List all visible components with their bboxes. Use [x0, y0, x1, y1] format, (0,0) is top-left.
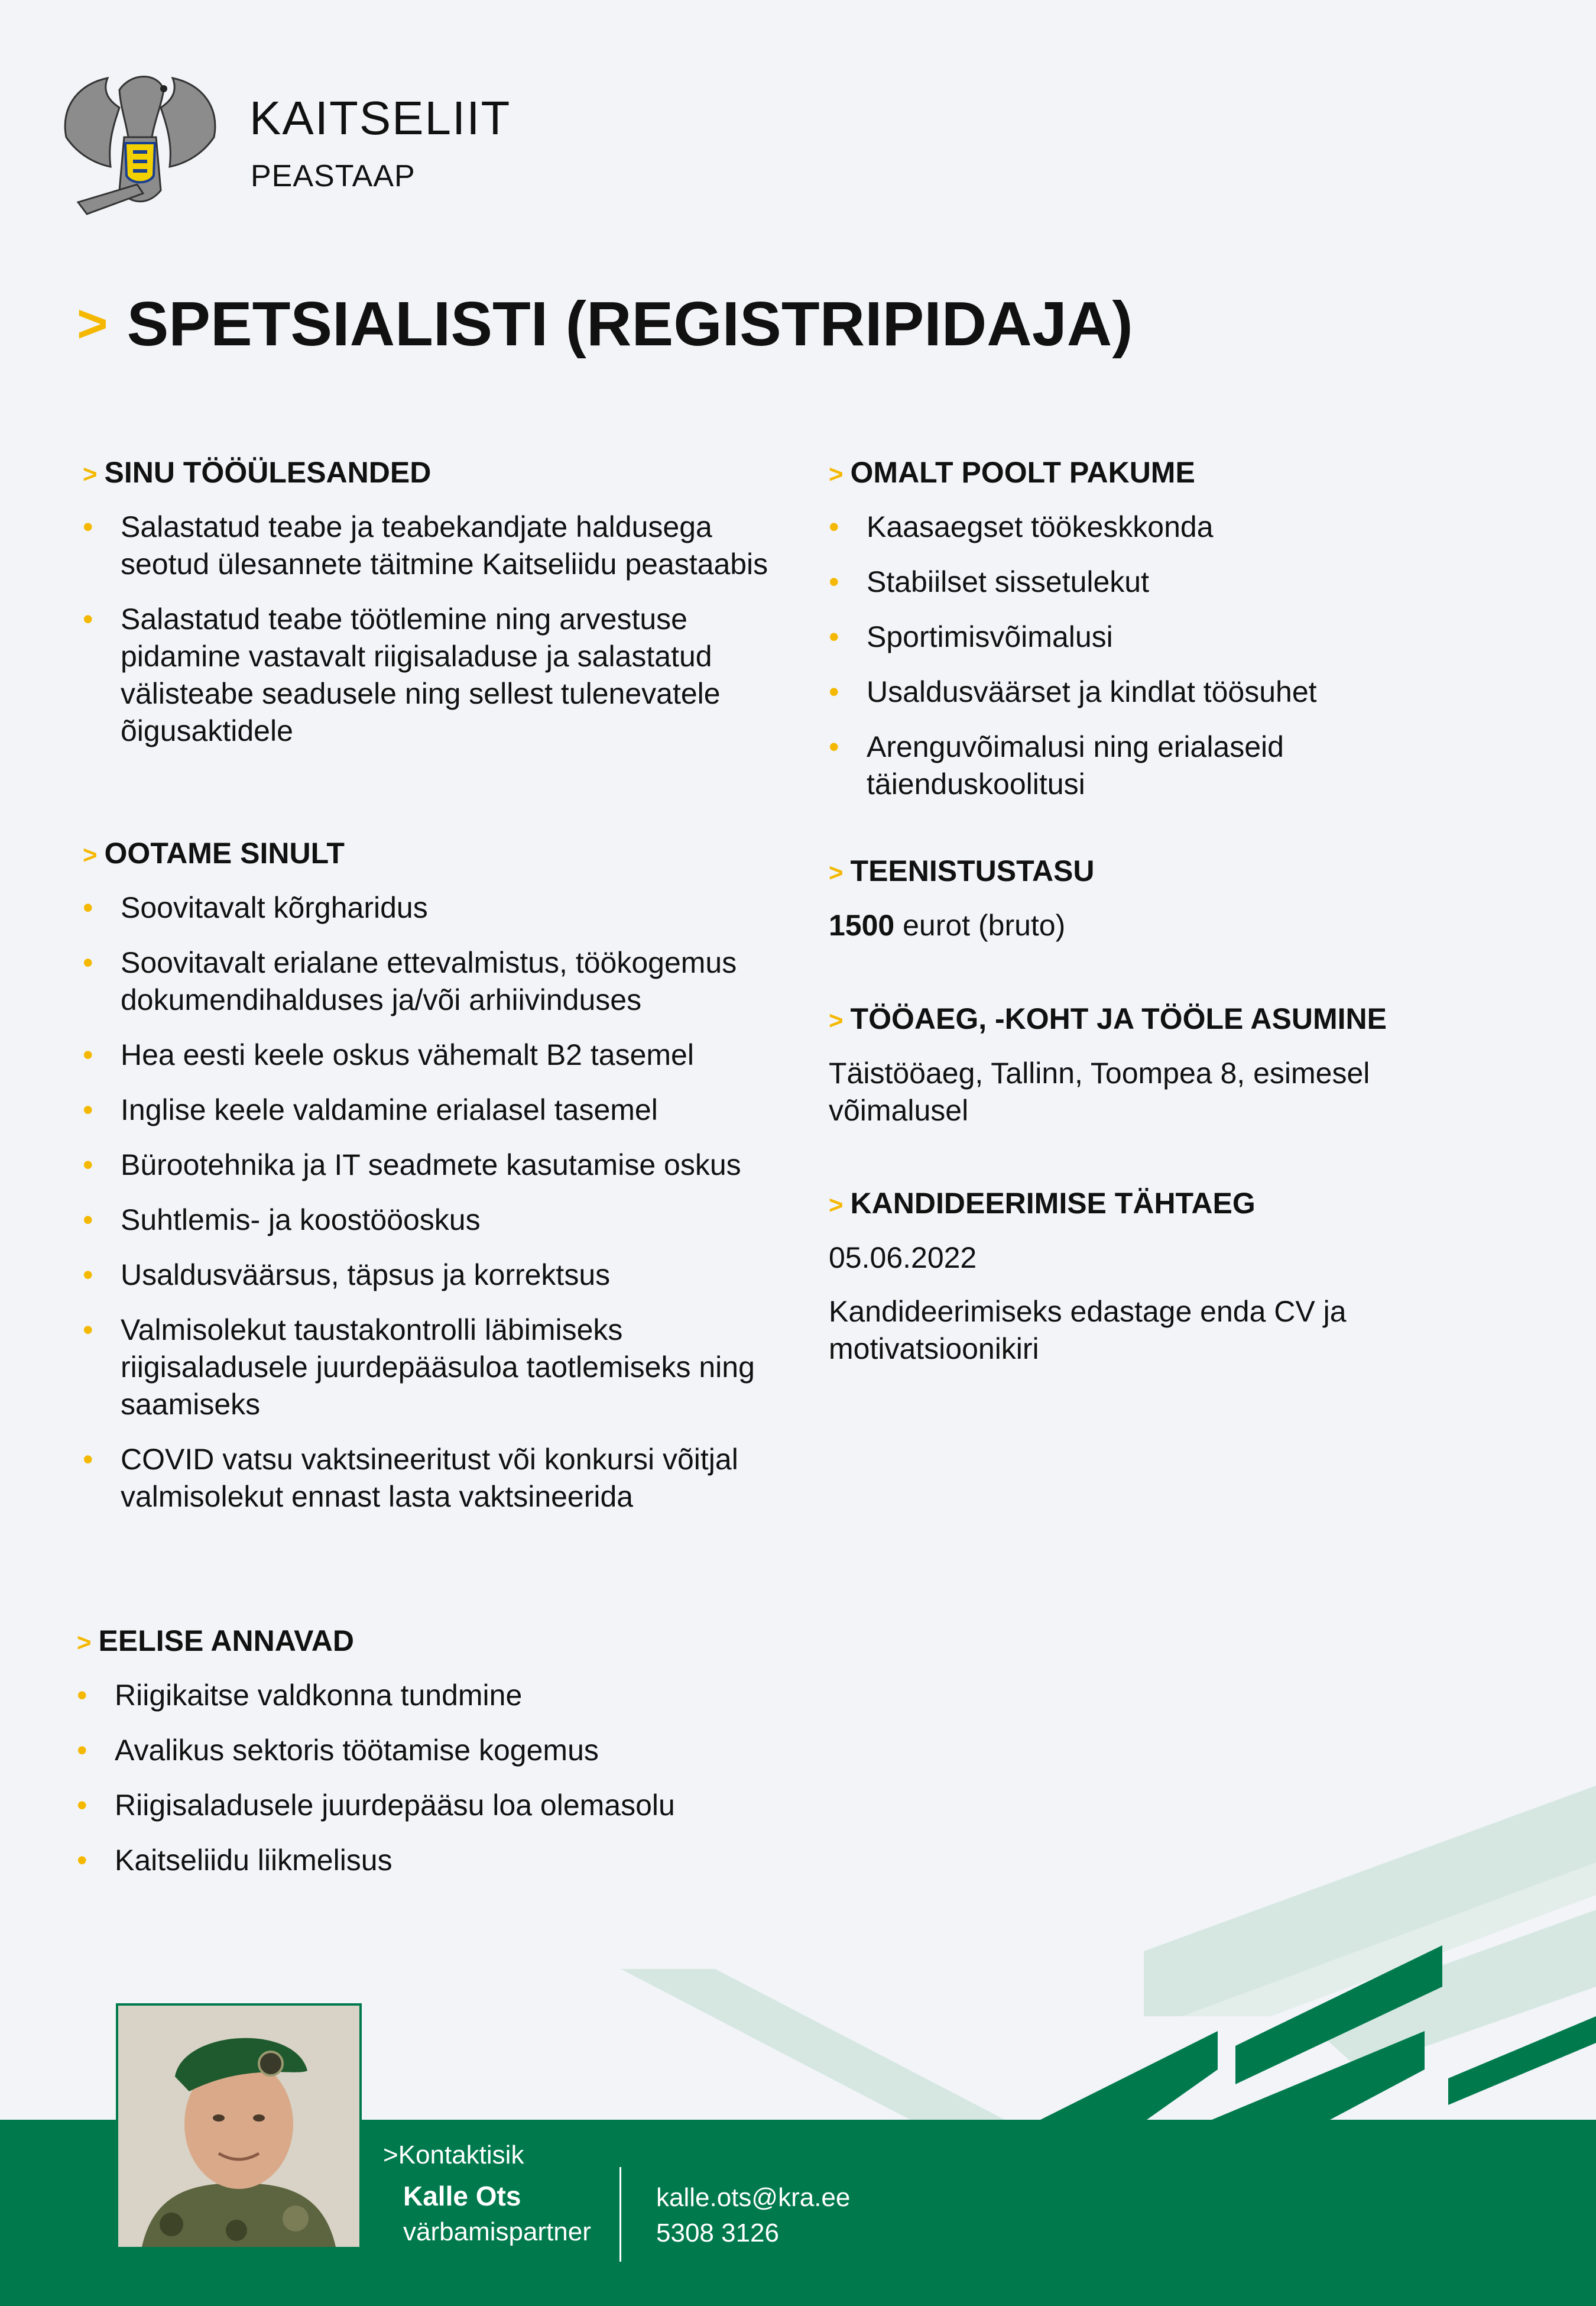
- list-item: • Salastatud teabe töötlemine ning arvestuse pidamine vastavalt riigisaladuse ja salastatud välisteabe seadusele ning sellest tulenevatele õigusaktidele: [83, 601, 804, 750]
- list-item: • Kaitseliidu liikmelisus: [77, 1842, 798, 1879]
- kaitseliit-emblem-icon: [54, 66, 226, 221]
- list-item: • Stabiilset sissetulekut: [829, 563, 1449, 601]
- list-item: • Arenguvõimalusi ning erialaseid täienduskoolitusi: [829, 728, 1449, 803]
- deadline-section: [829, 1188, 1449, 1368]
- contact-photo: [116, 2003, 362, 2249]
- list-item: • Kaasaegset töökeskkonda: [829, 509, 1449, 546]
- contact-label: >Kontaktisik: [383, 2140, 524, 2169]
- contact-portrait-icon: [118, 2006, 359, 2247]
- tasks-list: [83, 509, 804, 750]
- list-item: • Soovitavalt kõrgharidus: [83, 889, 804, 927]
- contact-role: värbamispartner: [403, 2217, 591, 2246]
- worktime-text: Täistööaeg, Tallinn, Toompea 8, esimesel võimalusel: [829, 1057, 1370, 1127]
- contact-email-link[interactable]: kalle.ots@kra.ee: [656, 2183, 851, 2212]
- title-text: SPETSIALISTI (REGISTRIPIDAJA): [126, 289, 1133, 359]
- title-marker: >: [77, 294, 108, 354]
- offer-section: [829, 458, 1449, 821]
- list-item: • Riigisaladusele juurdepääsu loa olemasolu: [77, 1787, 798, 1824]
- list-item: • Bürootehnika ja IT seadmete kasutamise oskus: [83, 1146, 804, 1184]
- page-title: [77, 289, 1133, 359]
- list-item: • Hea eesti keele oskus vähemalt B2 tasemel: [83, 1037, 804, 1074]
- worktime-heading: > TÖÖAEG, -KOHT JA TÖÖLE ASUMINE: [829, 1002, 1387, 1035]
- org-name: KAITSELIIT: [249, 92, 511, 144]
- list-item: • Salastatud teabe ja teabekandjate haldusega seotud ülesannete täitmine Kaitseliidu peastaabis: [83, 509, 804, 583]
- deadline-note: Kandideerimiseks edastage enda CV ja motivatsioonikiri: [829, 1295, 1347, 1365]
- requirements-heading: > OOTAME SINULT: [83, 837, 345, 870]
- contact-name: Kalle Ots: [403, 2181, 521, 2211]
- salary-heading: > TEENISTUSTASU: [829, 854, 1095, 888]
- requirements-section: [83, 838, 804, 1533]
- list-item: • Riigikaitse valdkonna tundmine: [77, 1677, 798, 1714]
- offer-heading: > OMALT POOLT PAKUME: [829, 456, 1195, 489]
- list-item: • Inglise keele valdamine erialasel tasemel: [83, 1092, 804, 1129]
- list-item: • Usaldusväärset ja kindlat töösuhet: [829, 673, 1449, 711]
- offer-list: [829, 509, 1449, 803]
- list-item: • Suhtlemis- ja koostööoskus: [83, 1201, 804, 1239]
- tasks-section: [83, 458, 804, 767]
- list-item: • Valmisolekut taustakontrolli läbimiseks riigisaladusele juurdepääsuloa taotlemiseks ning saamiseks: [83, 1311, 804, 1423]
- org-subtitle: PEASTAAP: [251, 159, 416, 193]
- worktime-section: [829, 1004, 1449, 1129]
- list-item: • Avalikus sektoris töötamise kogemus: [77, 1732, 798, 1769]
- deadline-date: 05.06.2022: [829, 1241, 977, 1274]
- salary-section: [829, 856, 1449, 944]
- list-item: • COVID vatsu vaktsineeritust või konkursi võitjal valmisolekut ennast lasta vaktsineerida: [83, 1441, 804, 1515]
- advantages-heading: > EELISE ANNAVAD: [77, 1624, 354, 1657]
- footer-divider: [619, 2167, 621, 2262]
- list-item: • Sportimisvõimalusi: [829, 618, 1449, 656]
- requirements-list: [83, 889, 804, 1515]
- tasks-heading: > SINU TÖÖÜLESANDED: [83, 456, 432, 489]
- contact-phone[interactable]: 5308 3126: [656, 2218, 779, 2247]
- list-item: • Usaldusväärsus, täpsus ja korrektsus: [83, 1256, 804, 1294]
- deadline-heading: > KANDIDEERIMISE TÄHTAEG: [829, 1187, 1256, 1220]
- list-item: • Soovitavalt erialane ettevalmistus, töökogemus dokumendihalduses ja/või arhiivinduses: [83, 944, 804, 1019]
- salary-value: 1500 eurot (bruto): [829, 909, 1066, 942]
